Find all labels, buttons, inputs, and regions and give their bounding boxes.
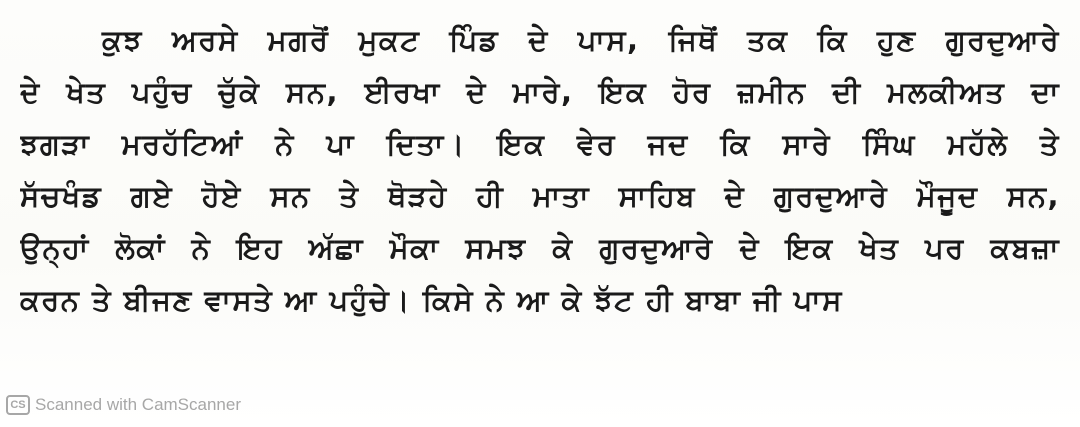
text-line-1: ਕੁਝ ਅਰਸੇ ਮਗਰੋਂ ਮੁਕਟ ਪਿੰਡ ਦੇ ਪਾਸ, ਜਿਥੋਂ ਤਕ ਕਿ ਹੁਣ ਗੁਰਦੁਆਰੇ — [102, 23, 1060, 57]
text-line-5: ਉਨ੍ਹਾਂ ਲੋਕਾਂ ਨੇ ਇਹ ਅੱਛਾ ਮੌਕਾ ਸਮਝ ਕੇ ਗੁਰਦੁਆਰੇ ਦੇ ਇਕ ਖੇਤ ਪਰ ਕਬਜ਼ਾ — [20, 231, 1060, 265]
camscanner-logo-icon: CS — [6, 395, 30, 415]
text-line-2: ਦੇ ਖੇਤ ਪਹੁੰਚ ਚੁੱਕੇ ਸਨ, ਈਰਖਾ ਦੇ ਮਾਰੇ, ਇਕ ਹੋਰ ਜ਼ਮੀਨ ਦੀ ਮਲਕੀਅਤ ਦਾ — [20, 75, 1060, 109]
text-line-3: ਝਗੜਾ ਮਰਹੱਟਿਆਂ ਨੇ ਪਾ ਦਿਤਾ। ਇਕ ਵੇਰ ਜਦ ਕਿ ਸਾਰੇ ਸਿੰਘ ਮਹੱਲੇ ਤੇ — [20, 127, 1060, 161]
text-line-6: ਕਰਨ ਤੇ ਬੀਜਣ ਵਾਸਤੇ ਆ ਪਹੁੰਚੇ। ਕਿਸੇ ਨੇ ਆ ਕੇ ਝੱਟ ਹੀ ਬਾਬਾ ਜੀ ਪਾਸ — [20, 283, 843, 317]
watermark-text: Scanned with CamScanner — [35, 395, 242, 414]
text-line-4: ਸੱਚਖੰਡ ਗਏ ਹੋਏ ਸਨ ਤੇ ਥੋੜਹੇ ਹੀ ਮਾਤਾ ਸਾਹਿਬ ਦੇ ਗੁਰਦੁਆਰੇ ਮੌਜੂਦ ਸਨ, — [20, 179, 1060, 213]
camscanner-watermark — [6, 393, 241, 417]
punjabi-paragraph — [20, 14, 1060, 326]
